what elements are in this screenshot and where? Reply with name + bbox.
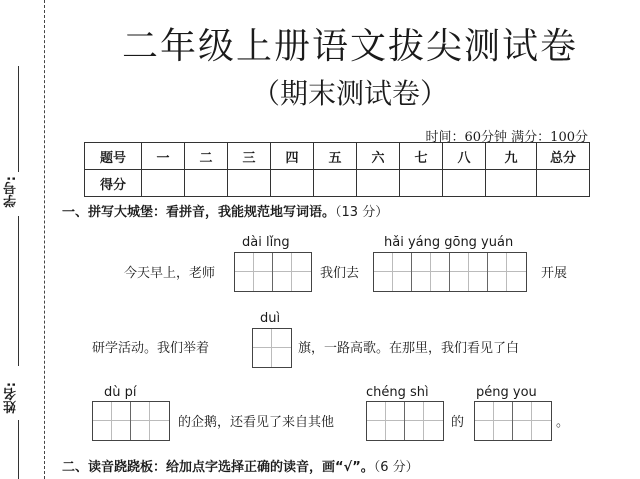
score-entry[interactable] xyxy=(271,170,314,197)
student-number-label: 学号: xyxy=(4,176,19,208)
student-name-label: 姓名: xyxy=(4,382,19,414)
table-row xyxy=(85,143,590,170)
score-table xyxy=(84,142,590,197)
pinyin-hai-yang-gong-yuan: hǎi yáng gōng yuán xyxy=(384,235,514,250)
page-subtitle: （期末测试卷） xyxy=(251,77,448,110)
number-line xyxy=(18,66,19,172)
writing-cell[interactable] xyxy=(513,402,551,440)
section-1-heading xyxy=(62,201,388,220)
table-cell: 四 xyxy=(271,143,314,170)
pinyin-dai-ling: dài lǐng xyxy=(242,235,290,250)
table-row xyxy=(85,170,590,197)
sentence-text: 研学活动。我们举着 xyxy=(92,341,210,356)
writing-grid-dai-ling[interactable] xyxy=(234,252,312,292)
name-line xyxy=(18,420,19,479)
sentence-text: 我们去 xyxy=(320,266,360,281)
section-2-points: （6 分） xyxy=(373,460,419,475)
table-cell: 五 xyxy=(314,143,357,170)
section-1-points: （13 分） xyxy=(335,205,389,220)
writing-cell[interactable] xyxy=(273,253,311,291)
table-cell: 八 xyxy=(443,143,486,170)
writing-cell[interactable] xyxy=(235,253,273,291)
score-entry[interactable] xyxy=(142,170,185,197)
pinyin-peng-you: péng you xyxy=(476,385,537,400)
writing-cell[interactable] xyxy=(450,253,488,291)
writing-cell[interactable] xyxy=(475,402,513,440)
table-cell: 总分 xyxy=(537,143,590,170)
writing-cell[interactable] xyxy=(367,402,405,440)
score-entry[interactable] xyxy=(314,170,357,197)
writing-cell[interactable] xyxy=(253,329,291,367)
table-cell: 得分 xyxy=(85,170,142,197)
writing-cell[interactable] xyxy=(374,253,412,291)
writing-grid-peng-you[interactable] xyxy=(474,401,552,441)
score-entry[interactable] xyxy=(537,170,590,197)
score-entry[interactable] xyxy=(443,170,486,197)
table-cell: 一 xyxy=(142,143,185,170)
writing-grid-du-pi[interactable] xyxy=(92,401,170,441)
writing-cell[interactable] xyxy=(131,402,169,440)
score-entry[interactable] xyxy=(228,170,271,197)
section-1-title: 一、拼写大城堡：看拼音，我能规范地写词语。 xyxy=(62,205,336,220)
table-cell: 七 xyxy=(400,143,443,170)
writing-grid-dui[interactable] xyxy=(252,328,292,368)
table-cell: 二 xyxy=(185,143,228,170)
table-cell: 六 xyxy=(357,143,400,170)
pinyin-dui: duì xyxy=(260,311,281,326)
sentence-text: 今天早上，老师 xyxy=(124,266,216,281)
sentence-text: 的企鹅，还看见了来自其他 xyxy=(178,415,335,430)
writing-grid-hai-yang-gong-yuan[interactable] xyxy=(373,252,527,292)
pinyin-du-pi: dù pí xyxy=(104,385,137,400)
table-cell: 题号 xyxy=(85,143,142,170)
number-line-lower xyxy=(18,216,19,366)
section-2-heading xyxy=(62,456,419,475)
table-cell: 三 xyxy=(228,143,271,170)
binding-dashed-line xyxy=(44,0,45,479)
sentence-text: 开展 xyxy=(541,266,568,281)
score-entry[interactable] xyxy=(400,170,443,197)
sentence-text: 。 xyxy=(556,415,570,430)
score-entry[interactable] xyxy=(357,170,400,197)
sentence-text: 的 xyxy=(451,415,465,430)
writing-grid-cheng-shi[interactable] xyxy=(366,401,444,441)
section-2-title: 二、读音跷跷板：给加点字选择正确的读音，画“√”。 xyxy=(62,460,374,475)
page-title: 二年级上册语文拔尖测试卷 xyxy=(121,26,578,67)
sentence-text: 旗，一路高歌。在那里，我们看见了白 xyxy=(298,341,520,356)
exam-info: 时间：60分钟 满分：100分 xyxy=(425,130,588,145)
writing-cell[interactable] xyxy=(405,402,443,440)
pinyin-cheng-shi: chéng shì xyxy=(366,385,429,400)
score-entry[interactable] xyxy=(486,170,537,197)
score-entry[interactable] xyxy=(185,170,228,197)
writing-cell[interactable] xyxy=(412,253,450,291)
table-cell: 九 xyxy=(486,143,537,170)
writing-cell[interactable] xyxy=(93,402,131,440)
writing-cell[interactable] xyxy=(488,253,526,291)
